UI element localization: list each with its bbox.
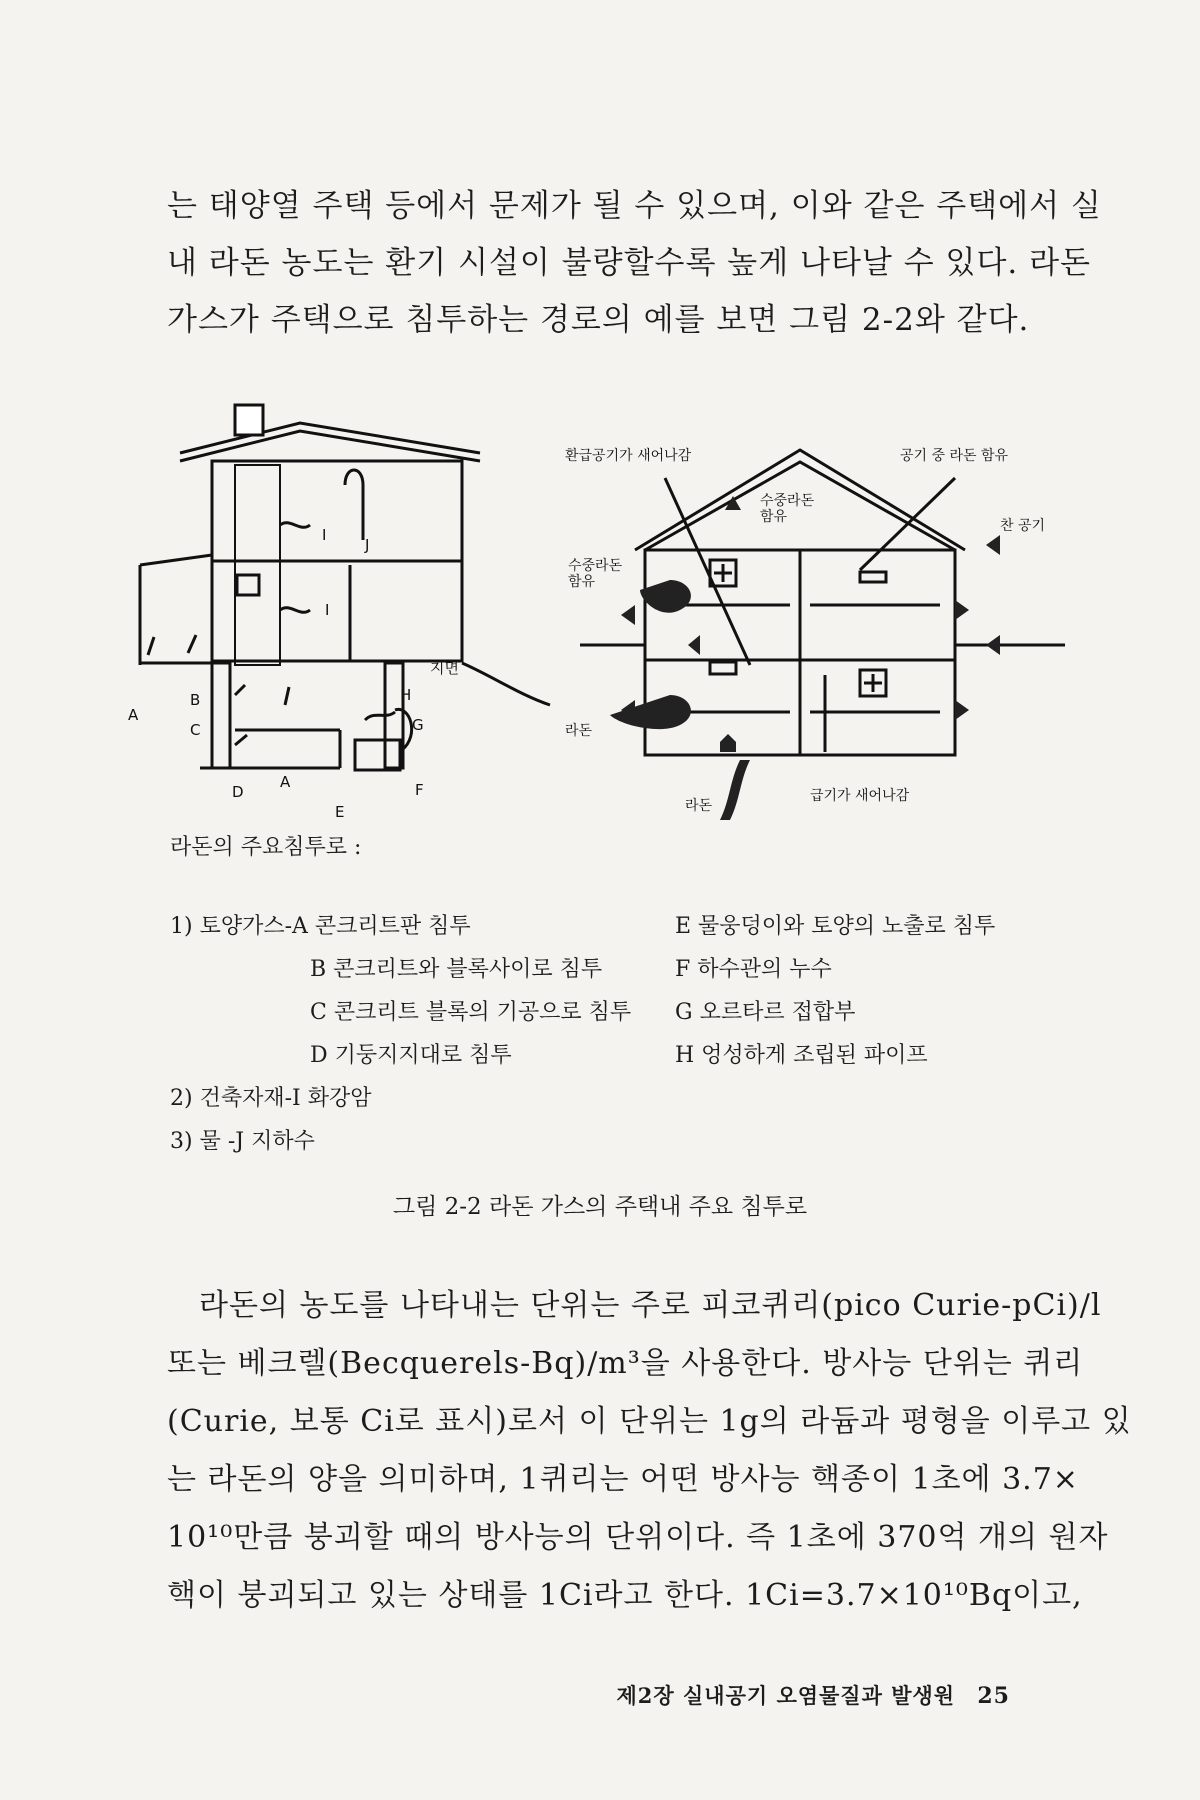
label-D: D	[232, 783, 244, 801]
paragraph-line: 핵이 붕괴되고 있는 상태를 1Ci라고 한다. 1Ci=3.7×10¹⁰Bq이고,	[167, 1578, 1083, 1613]
label-B: B	[190, 691, 201, 709]
legend-item: 2) 건축자재-I 화강암	[170, 1086, 372, 1111]
label-radon-left: 라돈	[565, 723, 593, 739]
paragraph-line: 10¹⁰만큼 붕괴할 때의 방사능의 단위이다. 즉 1초에 370억 개의 원자	[167, 1520, 1109, 1555]
label-E: E	[335, 803, 345, 821]
label-radon-bottom: 라돈	[685, 798, 713, 814]
label-H: H	[400, 686, 412, 704]
legend-title: 라돈의 주요침투로 :	[170, 835, 362, 860]
label-J: J	[365, 536, 370, 554]
legend-item: C 콘크리트 블록의 기공으로 침투	[310, 1000, 632, 1025]
label-F: F	[415, 781, 424, 799]
paragraph-line: 라돈의 농도를 나타내는 단위는 주로 피코퀴리(pico Curie-pCi)/l	[199, 1288, 1102, 1323]
paragraph-line: 또는 베크렐(Becquerels-Bq)/m³을 사용한다. 방사능 단위는 퀴리	[167, 1346, 1084, 1381]
paragraph-line: 내 라돈 농도는 환기 시설이 불량할수록 높게 나타날 수 있다. 라돈	[167, 245, 1091, 281]
running-footer	[617, 1680, 1011, 1710]
legend-item: H 엉성하게 조립된 파이프	[675, 1043, 928, 1068]
page-number: 25	[977, 1683, 1010, 1709]
label-A2: A	[280, 773, 291, 791]
legend-left-column	[170, 905, 631, 1163]
paragraph-line: (Curie, 보통 Ci로 표시)로서 이 단위는 1g의 라듐과 평형을 이루고 있	[167, 1404, 1132, 1439]
chapter-title: 제2장 실내공기 오염물질과 발생원	[616, 1683, 956, 1708]
label-water-radon-left: 수중라돈 함유	[568, 558, 623, 590]
paragraph-line: 는 태양열 주택 등에서 문제가 될 수 있으며, 이와 같은 주택에서 실	[167, 188, 1102, 224]
paragraph-line: 가스가 주택으로 침투하는 경로의 예를 보면 그림 2-2와 같다.	[167, 302, 1030, 338]
paragraph-intro	[167, 178, 1102, 349]
label-water-radon-top: 수중라돈 함유	[760, 493, 815, 525]
legend-item: G 오르타르 접합부	[675, 1000, 856, 1025]
legend-item: 1) 토양가스-A 콘크리트판 침투	[170, 914, 471, 939]
label-supply-leak: 급기가 새어나감	[810, 788, 910, 804]
label-radon-in-air: 공기 중 라돈 함유	[900, 448, 1009, 464]
legend-right-column	[675, 905, 995, 1077]
label-exhaust-leak: 환급공기가 새어나감	[565, 448, 692, 464]
figure-caption: 그림 2-2 라돈 가스의 주택내 주요 침투로	[392, 1194, 808, 1220]
label-cold-air: 찬 공기	[1000, 518, 1046, 534]
label-A1: A	[128, 706, 139, 724]
figure-house-section	[128, 405, 560, 825]
figure-house-pressure	[560, 448, 1080, 835]
legend-item: E 물웅덩이와 토양의 노출로 침투	[675, 914, 996, 939]
label-I-lower: I	[325, 601, 330, 619]
paragraph-line: 는 라돈의 양을 의미하며, 1퀴리는 어떤 방사능 핵종이 1초에 3.7×	[167, 1462, 1079, 1497]
legend-item: D 기둥지지대로 침투	[310, 1043, 512, 1068]
label-G: G	[412, 716, 424, 734]
label-C: C	[190, 721, 201, 739]
paragraph-units	[167, 1277, 1132, 1625]
label-I-upper: I	[322, 526, 327, 544]
legend-item: F 하수관의 누수	[675, 957, 832, 982]
legend-item: 3) 물 -J 지하수	[170, 1129, 315, 1154]
label-ground: 지면	[430, 659, 459, 677]
legend-item: B 콘크리트와 블록사이로 침투	[310, 957, 603, 982]
